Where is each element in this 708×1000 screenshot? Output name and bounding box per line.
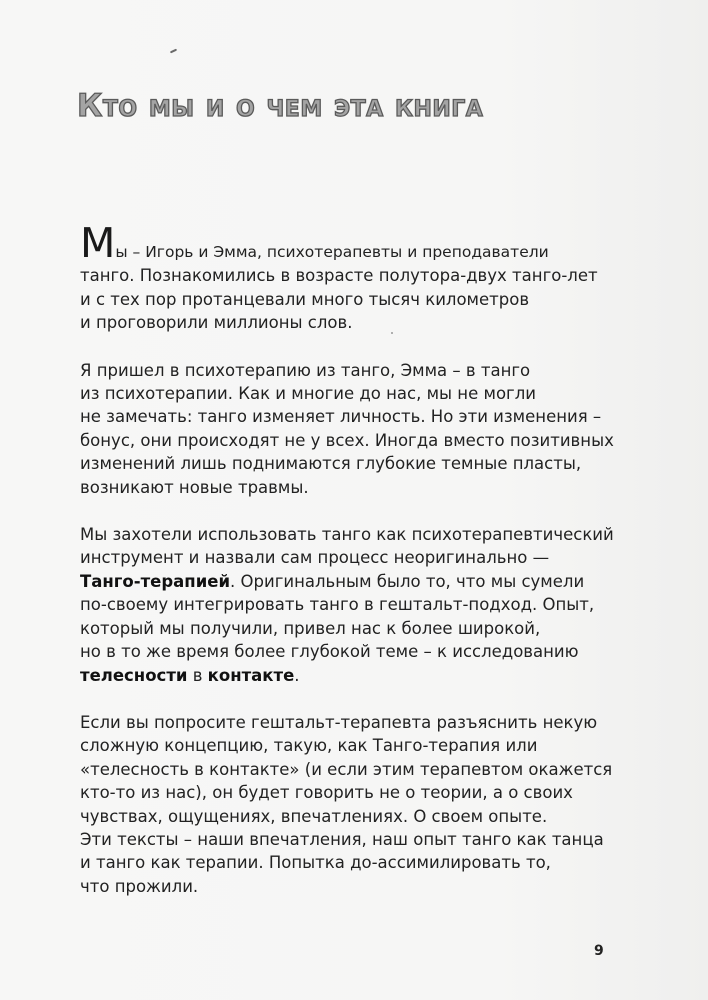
paragraph-3-line-3: Танго-терапией. Оригинальным было то, что мы сумели <box>80 571 585 591</box>
bold-term-contact: контакте <box>207 665 295 685</box>
chapter-title: Кто мы и о чем эта книга <box>77 88 484 124</box>
page-number: 9 <box>594 943 604 959</box>
paragraph-3-line-1: Мы захотели использовать танго как психотерапевтический <box>80 525 614 545</box>
paragraph-3-line-4: по-своему интегрировать танго в гештальт-подход. Опыт, <box>80 595 595 615</box>
scan-mark <box>170 49 177 54</box>
paragraph-4-line-6: Эти тексты – наши впечатления, наш опыт танго как танца <box>80 829 604 849</box>
paragraph-2-line-3: не замечать: танго изменяет личность. Но эти изменения – <box>80 407 602 427</box>
paragraph-2-line-1: Я пришел в психотерапию из танго, Эмма – в танго <box>80 360 531 380</box>
paragraph-4-line-1: Если вы попросите гештальт-терапевта разъяснить некую <box>80 712 598 732</box>
paragraph-3 <box>80 523 620 687</box>
paragraph-4-line-8: что прожили. <box>80 876 199 896</box>
paragraph-4-line-7: и танго как терапии. Попытка до-ассимилировать то, <box>80 853 551 873</box>
paragraph-4-line-4: кто-то из нас), он будет говорить не о теории, а о своих <box>80 783 573 803</box>
bold-term-corporeality: телесности <box>80 665 188 685</box>
paragraph-3-line-6: но в то же время более глубокой теме – к исследованию <box>80 642 579 662</box>
paragraph-2-line-6: возникают новые травмы. <box>80 477 309 497</box>
bold-term-tango-therapy: Танго-терапией <box>80 571 231 591</box>
paragraph-3-line-7: телесности в контакте. <box>80 665 300 685</box>
paragraph-4-line-5: чувствах, ощущениях, впечатлениях. О своем опыте. <box>80 806 548 826</box>
paragraph-4-line-3: «телесность в контакте» (и если этим терапевтом окажется <box>80 759 613 779</box>
paragraph-1-line-1: Мы – Игорь и Эмма, психотерапевты и преподаватели <box>80 219 549 267</box>
paragraph-1-line-3: и с тех пор протанцевали много тысяч километров <box>80 289 530 309</box>
paragraph-2 <box>80 359 620 499</box>
paragraph-1 <box>80 219 620 335</box>
paragraph-4 <box>80 711 620 898</box>
drop-cap: М <box>80 219 116 267</box>
paragraph-1-line-2: танго. Познакомились в возрасте полутора-двух танго-лет <box>80 266 598 286</box>
paragraph-2-line-5: изменений лишь поднимаются глубокие темные пласты, <box>80 454 582 474</box>
paragraph-3-line-5: который мы получили, привел нас к более широкой, <box>80 618 541 638</box>
paragraph-3-line-2: инструмент и назвали сам процесс неоригинально — <box>80 548 550 568</box>
paragraph-2-line-4: бонус, они происходят не у всех. Иногда вместо позитивных <box>80 430 614 450</box>
paragraph-4-line-2: сложную концепцию, такую, как Танго-терапия или <box>80 736 538 756</box>
paragraph-1-line-4: и проговорили миллионы слов. <box>80 313 353 333</box>
paragraph-2-line-2: из психотерапии. Как и многие до нас, мы не могли <box>80 384 536 404</box>
chapter-body <box>80 219 620 922</box>
